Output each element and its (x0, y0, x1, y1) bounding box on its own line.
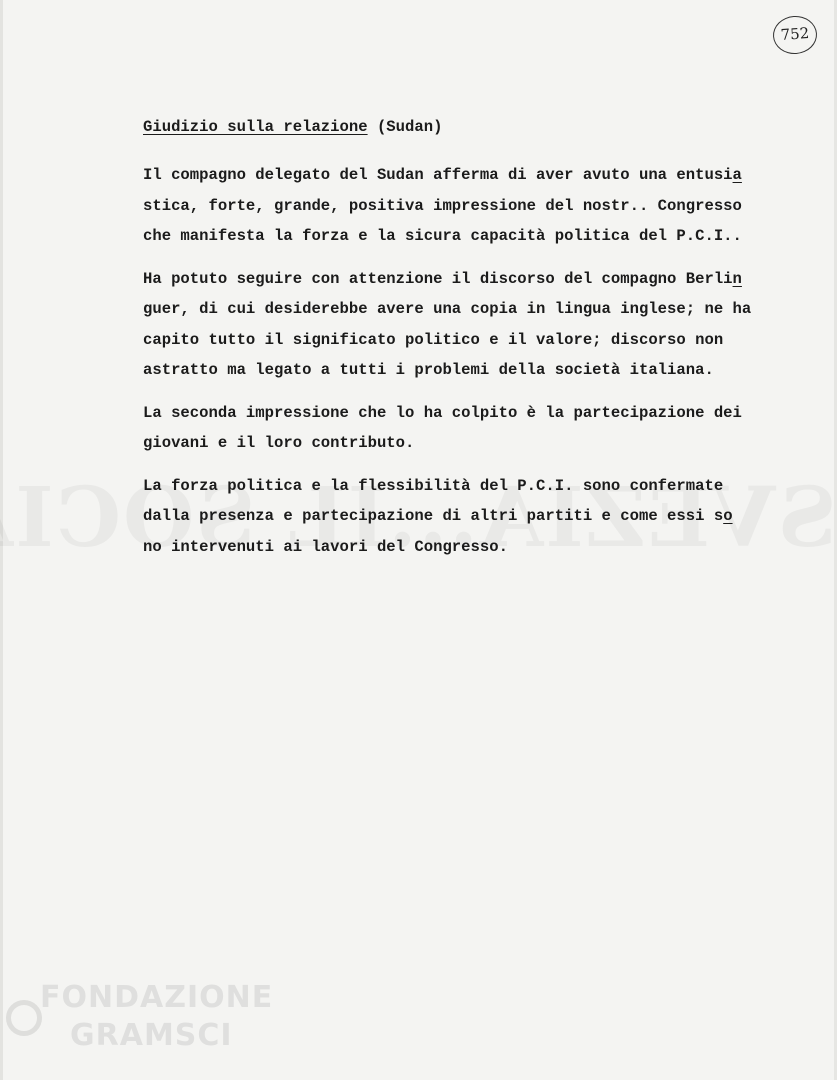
stamp-line-1: FONDAZIONE (40, 980, 274, 1015)
document-heading (143, 114, 793, 140)
text-line-content: Ha potuto seguire con attenzione il discorso del compagno Berli (143, 269, 733, 288)
text-line-content: capito tutto il significato politico e il valore; discorso non (143, 330, 724, 349)
heading-underlined: Giudizio sulla relazione (143, 118, 368, 136)
text-line-content: Il compagno delegato del Sudan afferma di aver avuto una entusi (143, 166, 733, 184)
text-line (143, 428, 793, 459)
text-line (143, 532, 793, 563)
text-line (143, 264, 793, 295)
text-line (143, 160, 793, 191)
text-line-content: che manifesta la forza e la sicura capacità politica del P.C.I.. (143, 227, 742, 245)
heading-rest: (Sudan) (367, 118, 443, 136)
underlined-hyphenation: o (723, 507, 733, 525)
text-line-content: La seconda impressione che lo ha colpito è la partecipazione dei (143, 403, 742, 422)
text-line (143, 191, 793, 222)
text-line-content: guer, di cui desiderebbe avere una copia in lingua inglese; ne ha (143, 300, 752, 318)
stamp-line-2: GRAMSCI (70, 1018, 233, 1053)
text-line (143, 325, 793, 356)
paragraph (143, 471, 793, 563)
page-number: 752 (772, 15, 819, 56)
text-line-content: dalla presenza e partecipazione di altri partiti e come essi s (143, 507, 724, 525)
paragraphs (143, 160, 793, 562)
paragraph (143, 398, 793, 459)
text-line-content: stica, forte, grande, positiva impressione del nostr.. Congresso (143, 196, 742, 215)
text-line-content: astratto ma legato a tutti i problemi della società italiana. (143, 361, 714, 379)
underlined-hyphenation: n (732, 269, 742, 288)
paragraph (143, 160, 793, 252)
paragraph (143, 264, 793, 386)
archive-stamp (0, 970, 274, 1070)
underlined-hyphenation: a (732, 166, 742, 184)
text-line (143, 501, 793, 532)
text-line-content: La forza politica e la flessibilità del P.C.I. sono confermate (143, 476, 724, 495)
text-line (143, 471, 793, 502)
text-line (143, 398, 793, 429)
text-line-content: no intervenuti ai lavori del Congresso. (143, 537, 508, 556)
text-line (143, 221, 793, 252)
stamp-logo-icon (6, 1000, 42, 1036)
text-line (143, 355, 793, 386)
text-line-content: giovani e il loro contributo. (143, 434, 415, 452)
document-body (143, 114, 793, 574)
text-line (143, 294, 793, 325)
